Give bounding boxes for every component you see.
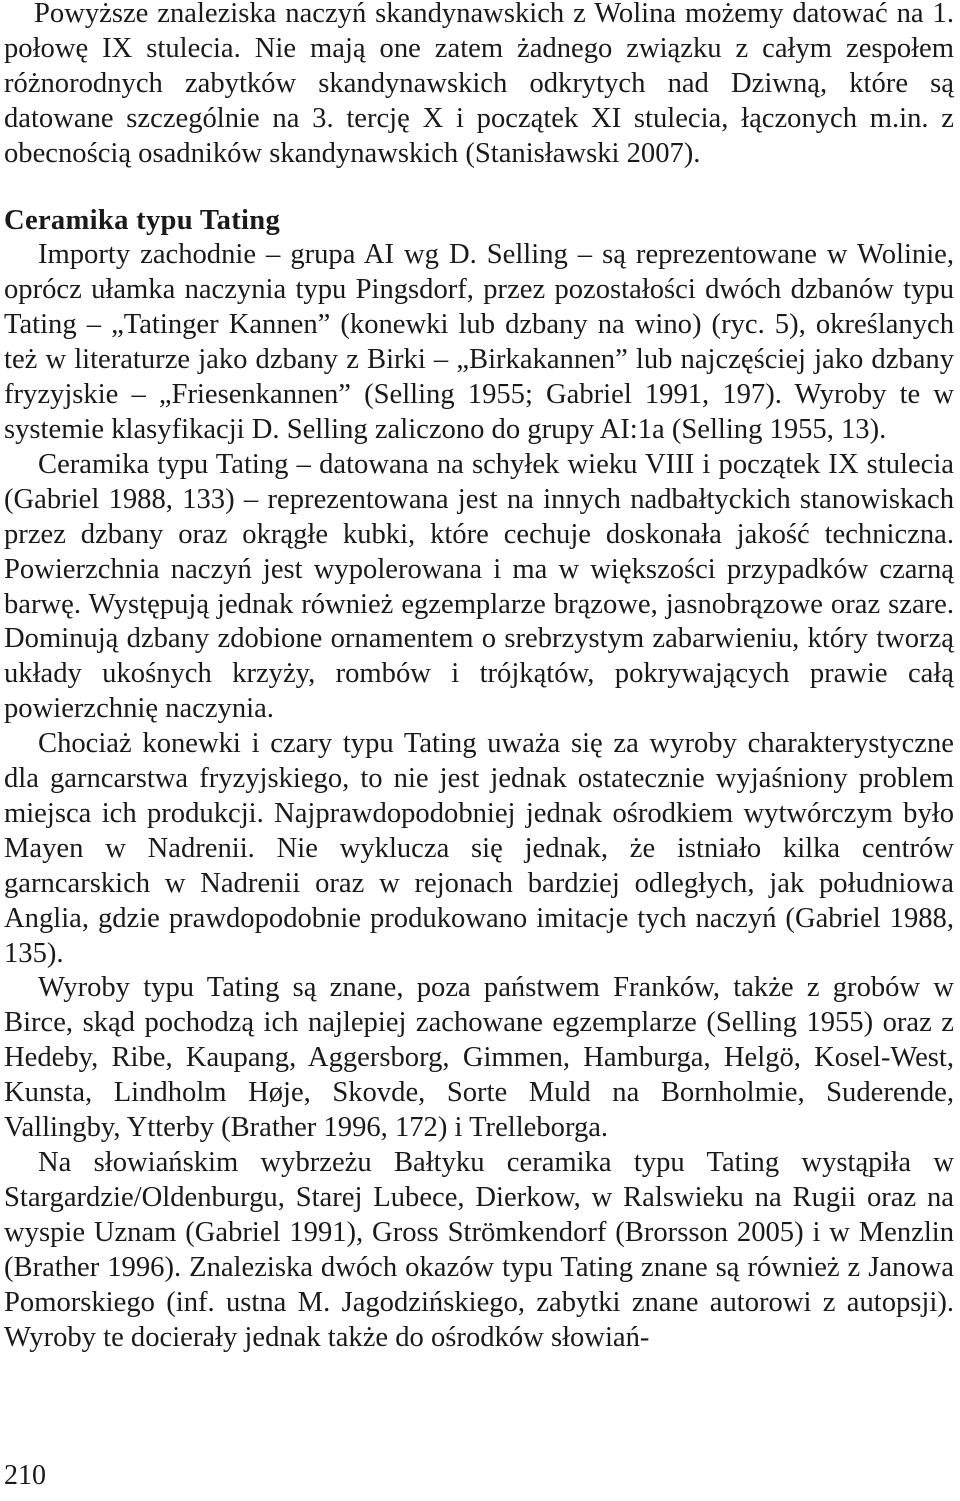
paragraph-1: Importy zachodnie – grupa AI wg D. Selling – są reprezentowane w Wolinie, oprócz ułamka naczynia typu Pingsdorf, przez pozostałości dwóch dzbanów typu Tating – „Tatinger Kannen” (konewki lub dzbany na wino) (ryc. 5), określanych też w literaturze jako dzbany z Birki – „Birkakannen” lub najczęściej jako dzbany fryzyjskie – „Friesenkannen” (Selling 1955; Gabriel 1991, 197). Wyroby te w systemie klasyfikacji D. Selling zaliczono do grupy AI:1a (Selling 1955, 13).: [4, 239, 954, 445]
section-heading: Ceramika typu Tating: [4, 204, 281, 236]
paragraph-3: Chociaż konewki i czary typu Tating uważa się za wyroby charakterystyczne dla garncarstwa fryzyjskiego, to nie jest jednak ostatecznie wyjaśniony problem miejsca ich produkcji. Najprawdopodobniej jednak ośrodkiem wytwórczym było Mayen w Nadrenii. Nie wyklucza się jednak, że istniało kilka centrów garncarskich w Nadrenii oraz w rejonach bardziej odległych, jak południowa Anglia, gdzie prawdopodobnie produkowano imitacje tych naczyń (Gabriel 1988, 135).: [4, 728, 954, 969]
paragraph-4: Wyroby typu Tating są znane, poza państwem Franków, także z grobów w Birce, skąd pochodzą ich najlepiej zachowane egzemplarze (Selling 1955) oraz z Hedeby, Ribe, Kaupang, Aggersborg, Gimmen, Hamburga, Helgö, Kosel-West, Kunsta, Lindholm Høje, Skovde, Sorte Muld na Bornholmie, Suderende, Vallingby, Ytterby (Brather 1996, 172) i Trelleborga.: [4, 972, 954, 1144]
paragraph-2: Ceramika typu Tating – datowana na schyłek wieku VIII i początek IX stulecia (Gabriel 1988, 133) – reprezentowana jest na innych nadbałtyckich stanowiskach przez dzbany oraz okrągłe kubki, które cechuje doskonała jakość techniczna. Powierzchnia naczyń jest wypolerowana i ma w większości przypadków czarną barwę. Występują jednak również egzemplarze brązowe, jasnobrązowe oraz szare. Dominują dzbany zdobione ornamentem o srebrzystym zabarwieniu, który tworzą układy ukośnych krzyży, rombów i trójkątów, pokrywających prawie całą powierzchnię naczynia.: [4, 448, 954, 725]
document-page: [4, 0, 954, 1355]
paragraph-5: Na słowiańskim wybrzeżu Bałtyku ceramika typu Tating wystąpiła w Stargardzie/Oldenburgu, Starej Lubece, Dierkow, w Ralswieku na Rugii oraz na wyspie Uznam (Gabriel 1991), Gross Strömkendorf (Brorsson 2005) i w Menzlin (Brather 1996). Znaleziska dwóch okazów typu Tating znane są również z Janowa Pomorskiego (inf. ustna M. Jagodzińskiego, zabytki znane autorowi z autopsji). Wyroby te docierały jednak także do ośrodków słowiań-: [4, 1147, 954, 1353]
page-number: 210: [4, 1460, 46, 1491]
paragraph-intro: Powyższe znaleziska naczyń skandynawskich z Wolina możemy datować na 1. połowę IX stulecia. Nie mają one zatem żadnego związku z całym zespołem różnorodnych zabytków skandynawskich odkrytych nad Dziwną, które są datowane szczególnie na 3. tercję X i początek XI stulecia, łączonych m.in. z obecnością osadników skandynawskich (Stanisławski 2007).: [4, 0, 954, 169]
